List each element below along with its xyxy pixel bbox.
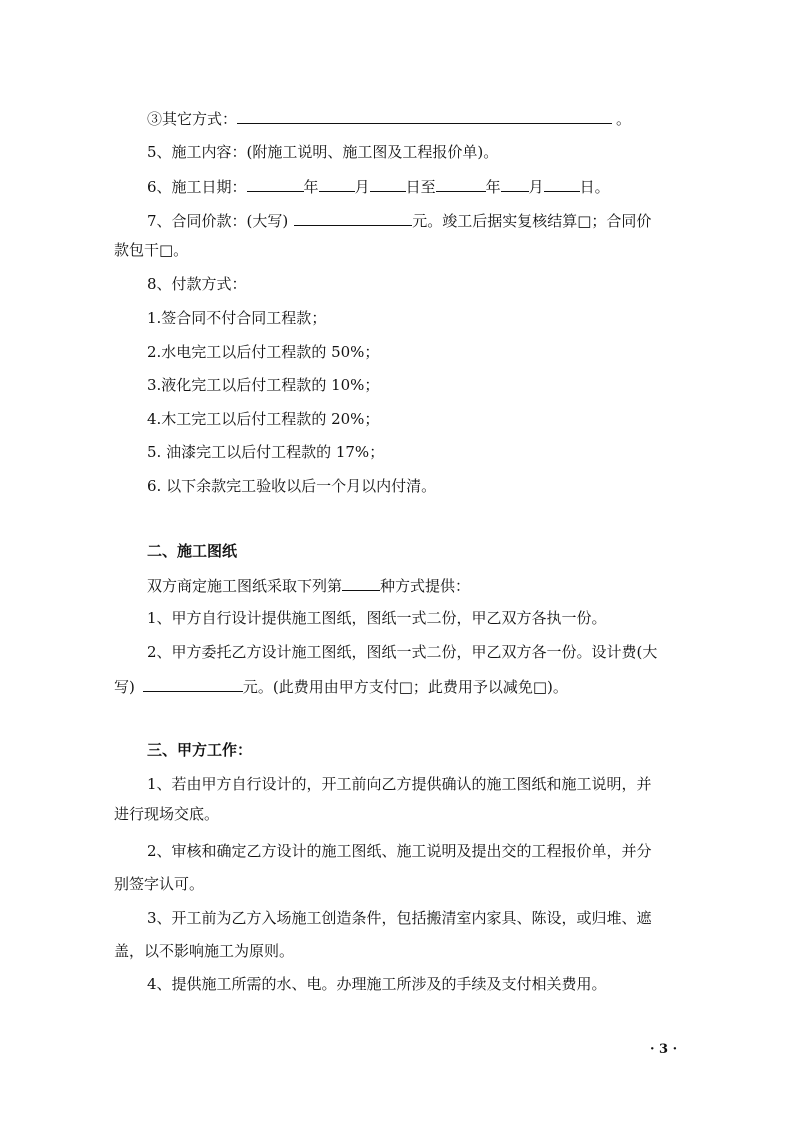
construction-date-line bbox=[147, 176, 610, 197]
year-label: 年 bbox=[485, 178, 501, 196]
party-a-item-3: 3、开工前为乙方入场施工创造条件，包括搬清室内家具、陈设，或归堆、遮 bbox=[147, 909, 652, 927]
section-heading: 二、施工图纸 bbox=[147, 542, 238, 560]
drawing-method-line bbox=[147, 575, 470, 596]
payment-item: 6. 以下余款完工验收以后一个月以内付清。 bbox=[147, 477, 437, 495]
payment-item: 5. 油漆完工以后付工程款的 17%； bbox=[147, 443, 385, 461]
payment-item: 2.水电完工以后付工程款的 50%； bbox=[147, 343, 380, 361]
contract-price-prefix: 7、合同价款：(大写) bbox=[147, 212, 289, 230]
party-a-item-3-continuation: 盖，以不影响施工为原则。 bbox=[114, 942, 295, 960]
party-a-item-2-continuation: 别签字认可。 bbox=[114, 875, 205, 893]
day-label: 日。 bbox=[579, 178, 610, 196]
drawing-option-2-continuation bbox=[114, 676, 568, 697]
blank-underline bbox=[544, 176, 580, 192]
contract-price-suffix: 元。竣工后据实复核结算□；合同价 bbox=[412, 212, 652, 230]
month-label: 月 bbox=[354, 178, 370, 196]
page-number: · 3 · bbox=[650, 1042, 678, 1057]
blank-underline bbox=[436, 176, 486, 192]
drawing-option-2: 2、甲方委托乙方设计施工图纸，图纸一式二份，甲乙双方各一份。设计费(大 bbox=[147, 643, 658, 661]
payment-method-heading: 8、付款方式： bbox=[147, 275, 247, 293]
drawing-intro-suffix: 种方式提供： bbox=[380, 577, 471, 595]
party-a-item-1-continuation: 进行现场交底。 bbox=[114, 805, 220, 823]
other-method-line bbox=[147, 108, 631, 129]
blank-underline bbox=[342, 575, 380, 591]
section-heading: 三、甲方工作： bbox=[147, 741, 253, 759]
blank-underline bbox=[143, 676, 243, 692]
date-prefix: 6、施工日期： bbox=[147, 178, 247, 196]
construction-content-line: 5、施工内容：(附施工说明、施工图及工程报价单)。 bbox=[147, 143, 499, 161]
design-fee-suffix: 元。(此费用由甲方支付□；此费用予以减免□)。 bbox=[242, 678, 568, 696]
contract-price-continuation: 款包干□。 bbox=[114, 241, 189, 259]
day-to-label: 日至 bbox=[405, 178, 436, 196]
month-label: 月 bbox=[528, 178, 544, 196]
payment-item: 3.液化完工以后付工程款的 10%； bbox=[147, 376, 380, 394]
drawing-intro-prefix: 双方商定施工图纸采取下列第 bbox=[147, 577, 343, 595]
blank-underline bbox=[294, 210, 412, 226]
blank-underline bbox=[370, 176, 406, 192]
period: 。 bbox=[616, 110, 632, 128]
payment-item: 1.签合同不付合同工程款； bbox=[147, 309, 327, 327]
blank-underline bbox=[237, 108, 612, 124]
party-a-item-2: 2、审核和确定乙方设计的施工图纸、施工说明及提出交的工程报价单，并分 bbox=[147, 842, 652, 860]
party-a-item-1: 1、若由甲方自行设计的，开工前向乙方提供确认的施工图纸和施工说明，并 bbox=[147, 775, 652, 793]
blank-underline bbox=[319, 176, 355, 192]
blank-underline bbox=[247, 176, 304, 192]
drawing-option-1: 1、甲方自行设计提供施工图纸，图纸一式二份，甲乙双方各执一份。 bbox=[147, 609, 607, 627]
blank-underline bbox=[501, 176, 529, 192]
contract-price-line bbox=[147, 210, 651, 231]
party-a-item-4: 4、提供施工所需的水、电。办理施工所涉及的手续及支付相关费用。 bbox=[147, 975, 607, 993]
other-method-label: ③其它方式： bbox=[147, 110, 238, 128]
payment-item: 4.木工完工以后付工程款的 20%； bbox=[147, 410, 380, 428]
design-fee-prefix: 写) bbox=[114, 678, 135, 696]
year-label: 年 bbox=[303, 178, 319, 196]
